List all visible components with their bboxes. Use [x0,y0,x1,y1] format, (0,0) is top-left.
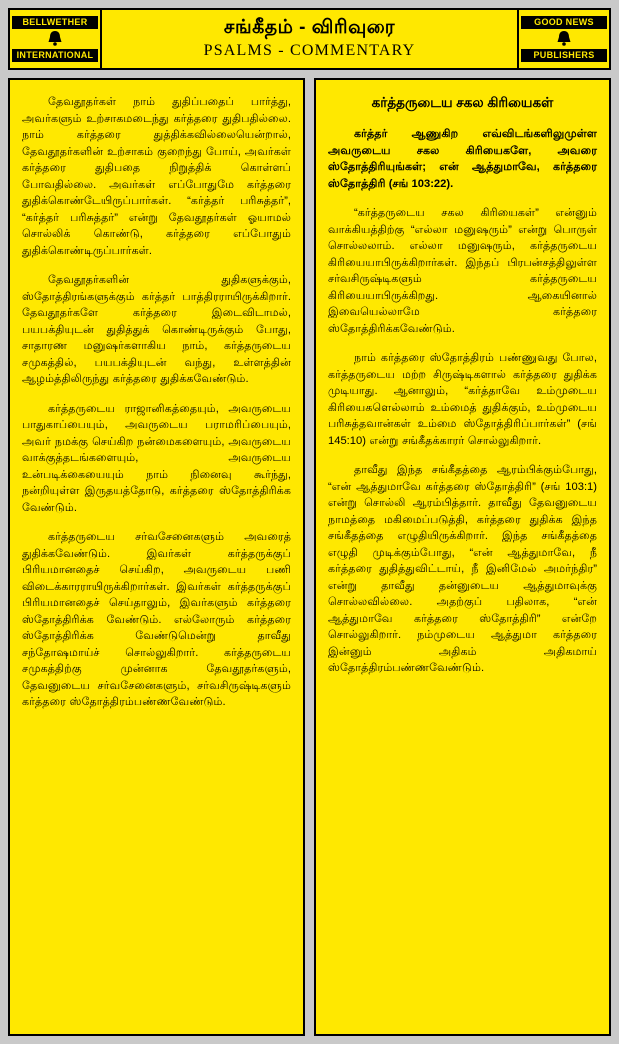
page-title-tamil: சங்கீதம் - விரிவுரை [223,17,396,38]
scripture-verse: கர்த்தர் ஆணுகிற எவ்விடங்களிலுமுள்ள அவருடைய சகல கிரியைகளே, அவரை ஸ்தோத்திரியுங்கள்; என் ஆத்துமாவே, கர்த்தரை ஸ்தோத்திரி (சங் 103:22). [328,128,597,190]
paragraph: கர்த்தருடைய ராஜானிகத்தையும், அவருடைய பாதுகாப்பையும், அவருடைய பராமரிப்பையும், அவர் நமக்கு செய்கிற நன்மைகளையும், அவருடைய வாக்குத்தடங்களையும், அவருடைய உன்படிக்கையையும் நாம் நினைவு கூர்ந்து, நன்றியுள்ள இருதயத்தோடு, கர்த்தரை ஸ்தோத்திரிக்க வேண்டும். [22,402,291,514]
logo-right-line2: PUBLISHERS [521,49,607,62]
paragraph: தாவீது இந்த சங்கீதத்தை ஆரம்பிக்கும்போது, “என் ஆத்துமாவே கர்த்தரை ஸ்தோத்திரி” (சங் 103:1) என்று சொல்லி ஆரம்பித்தார். தாவீது தேவனுடைய நாமத்தை மகிமைப்படுத்தி, கர்த்தரை துதிக்க இந்த சங்கீதத்தை எழுதியிருக்கிறார். இந்த சங்கீதத்தை எழுதி முடிக்கும்போது, “என் ஆத்துமாவே, நீ கர்த்தரை துதித்துவிட்டாய், நீ இனிமேல் அமர்ந்திர” என்று தாவீது தன்னுடைய ஆத்துமாவுக்கு சொல்லவில்லை. அதற்குப் பதிலாக, “என் ஆத்துமாவே கர்த்தரை ஸ்தோத்திரி” என்றே சொல்லுகிறார். நம்முடைய ஆத்துமா கர்த்தரை இன்னும் அதிகம் அதிகமாய் ஸ்தோத்திரம்பண்ணவேண்டும். [328,464,597,674]
paragraph: தேவதூதர்களின் துதிகளுக்கும், ஸ்தோத்திரங்களுக்கும் கர்த்தர் பாத்திரராயிருக்கிறார். தேவதூதர்களே கர்த்தரை இடைவிடாமல், பயபக்தியுடன் துதித்துக் கொண்டிருக்கும் போது, சாதாரண மனுஷர்களாகிய நாம், கர்த்தருடைய சமுகத்தில், பயபக்தியுடன் வந்து, உள்ளத்தின் ஆழம்த்திலிருந்து கர்த்தரை துதிக்கவேண்டும். [22,274,291,385]
publisher-logo-right [517,10,609,68]
paragraph: “கர்த்தருடைய சகல கிரியைகள்” என்னும் வாக்கியத்திற்கு “எல்லா மனுஷரும்” என்று பொருள் சொல்லலாம். எல்லா மனுஷரும், கர்த்தருடைய கிரியையாபிருக்கிறார்கள். இந்தப் பிரபன்சத்திலுள்ள சர்வசிருஷ்டிகளும் கர்த்தருடைய கிரியையாபிருக்கிறது. ஆகையினால் இவையெல்லாமே கர்த்தரை ஸ்தோத்திரிக்கவேண்டும். [328,207,597,335]
right-text-column [314,78,611,1036]
paragraph: கர்த்தருடைய சர்வசேனைகளும் அவரைத் துதிக்கவேண்டும். இவர்கள் கர்த்தருக்குப் பிரியமானதைச் செய்கிற, அவருடைய பணி விடைக்காரராயிருக்கிறார்கள். இவர்கள் கர்த்தருக்குப் பிரியமானதைச் செய்தாலும், இவர்களும் கர்த்தரை ஸ்தோத்திரிக்க வேண்டும். எல்லோரும் கர்த்தரை ஸ்தோத்திரிக்க வேண்டுமென்று தாவீது சந்தோஷமாய்ச் சொல்லுகிறார். கர்த்தருடைய சமுகத்திற்கு முன்னாக தேவதூதர்களும், தேவனுடைய சர்வசேனைகளும், சர்வசிருஷ்டிகளும் கர்த்தரை ஸ்தோத்திரம்பண்ணவேண்டும். [22,531,291,708]
logo-right-line1: GOOD NEWS [521,16,607,29]
logo-left-line1: BELLWETHER [12,16,98,29]
body-columns [8,78,611,1036]
section-heading: கர்த்தருடைய சகல கிரியைகள் [371,95,554,110]
bell-icon [12,30,98,46]
publisher-logo-left [10,10,102,68]
left-text-column [8,78,305,1036]
header-title-block [102,10,517,68]
page-header [8,8,611,70]
bell-icon [521,30,607,46]
paragraph: நாம் கர்த்தரை ஸ்தோத்திரம் பண்ணுவது போல, கர்த்தருடைய மற்ற சிருஷ்டிகளால் கர்த்தரை துதிக்க முடியாது. ஆனாலும், “கர்த்தாவே உம்முடைய கிரியைகளெல்லாம் உம்மைத் துதிக்கும், உம்முடைய பரிசுத்தவான்கள் உம்மை ஸ்தோத்திரிப்பார்கள்” (சங் 145:10) என்று சங்கீதக்காரர் சொல்லுகிறார். [328,352,597,447]
logo-left-line2: INTERNATIONAL [12,49,98,62]
page-title-english: PSALMS - COMMENTARY [203,42,416,59]
paragraph: தேவதூதர்கள் நாம் துதிப்பதைப் பார்த்து, அவர்களும் உற்சாகமடைந்து கர்த்தரை துதிபதில்லை. நாம் கர்த்தரை துத்திக்கவில்லையென்றால், தேவதூதர்களின் உற்சாகம் குறைந்து போய், அவர்கள் கர்த்தரை துதிபதை நிறுத்திக் கொள்ளப் போவதில்லை. அவர்கள் எப்போதுமே கர்த்தரை துதிக்கொண்டேயிருப்பார்கள். “கர்த்தர் பரிசுத்தர்”, “கர்த்தர் பரிசுத்தர்” என்று தேவதூதர்கள் ஓயாமல் சொல்லிக் கொண்டு, கர்த்தரை எப்போதும் துதிக்கொண்டிருப்பார்கள். [22,96,291,257]
